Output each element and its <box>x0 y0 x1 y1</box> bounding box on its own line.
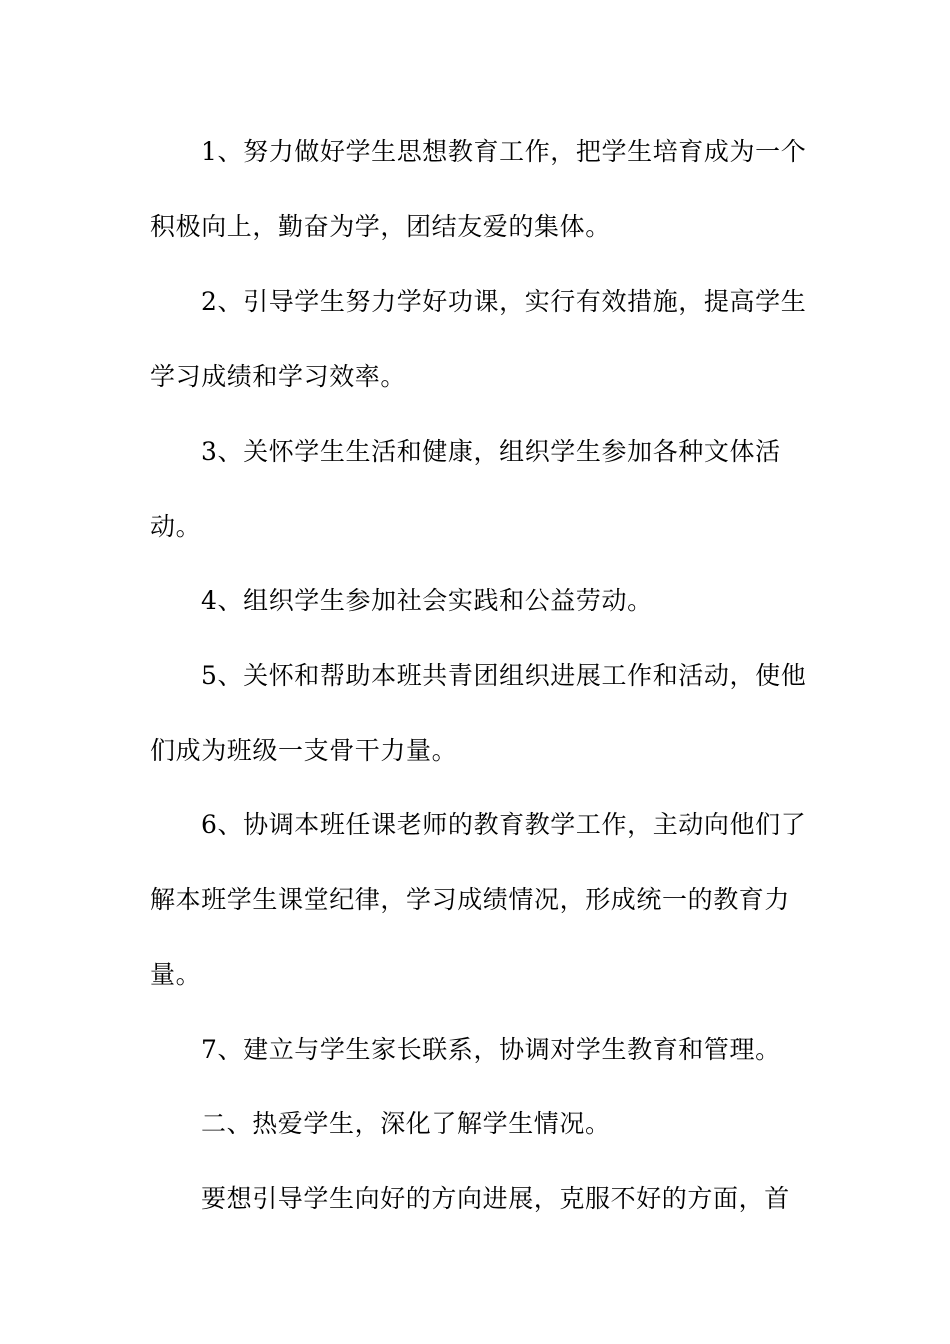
paragraph-6-line-1: 6、协调本班任课老师的教育教学工作，主动向他们了 <box>201 810 807 839</box>
paragraph-6-line-3: 量。 <box>150 960 202 989</box>
section-heading: 二、热爱学生，深化了解学生情况。 <box>201 1109 611 1138</box>
paragraph-3-line-2: 动。 <box>150 512 202 541</box>
paragraph-2-line-1: 2、引导学生努力学好功课，实行有效措施，提高学生 <box>201 287 807 316</box>
paragraph-2-line-2: 学习成绩和学习效率。 <box>150 362 407 391</box>
paragraph-1-line-2: 积极向上，勤奋为学，团结友爱的集体。 <box>150 212 611 241</box>
paragraph-5-line-1: 5、关怀和帮助本班共青团组织进展工作和活动，使他 <box>201 661 807 690</box>
paragraph-1-line-1: 1、努力做好学生思想教育工作，把学生培育成为一个 <box>201 137 807 166</box>
paragraph-6-line-2: 解本班学生课堂纪律，学习成绩情况，形成统一的教育力 <box>150 885 791 914</box>
paragraph-5-line-2: 们成为班级一支骨干力量。 <box>150 736 458 765</box>
paragraph-7-line-1: 7、建立与学生家长联系，协调对学生教育和管理。 <box>201 1035 781 1064</box>
paragraph-3-line-1: 3、关怀学生生活和健康，组织学生参加各种文体活 <box>201 437 781 466</box>
paragraph-8-line-1: 要想引导学生向好的方向进展，克服不好的方面，首 <box>201 1184 790 1213</box>
paragraph-4-line-1: 4、组织学生参加社会实践和公益劳动。 <box>201 586 653 615</box>
